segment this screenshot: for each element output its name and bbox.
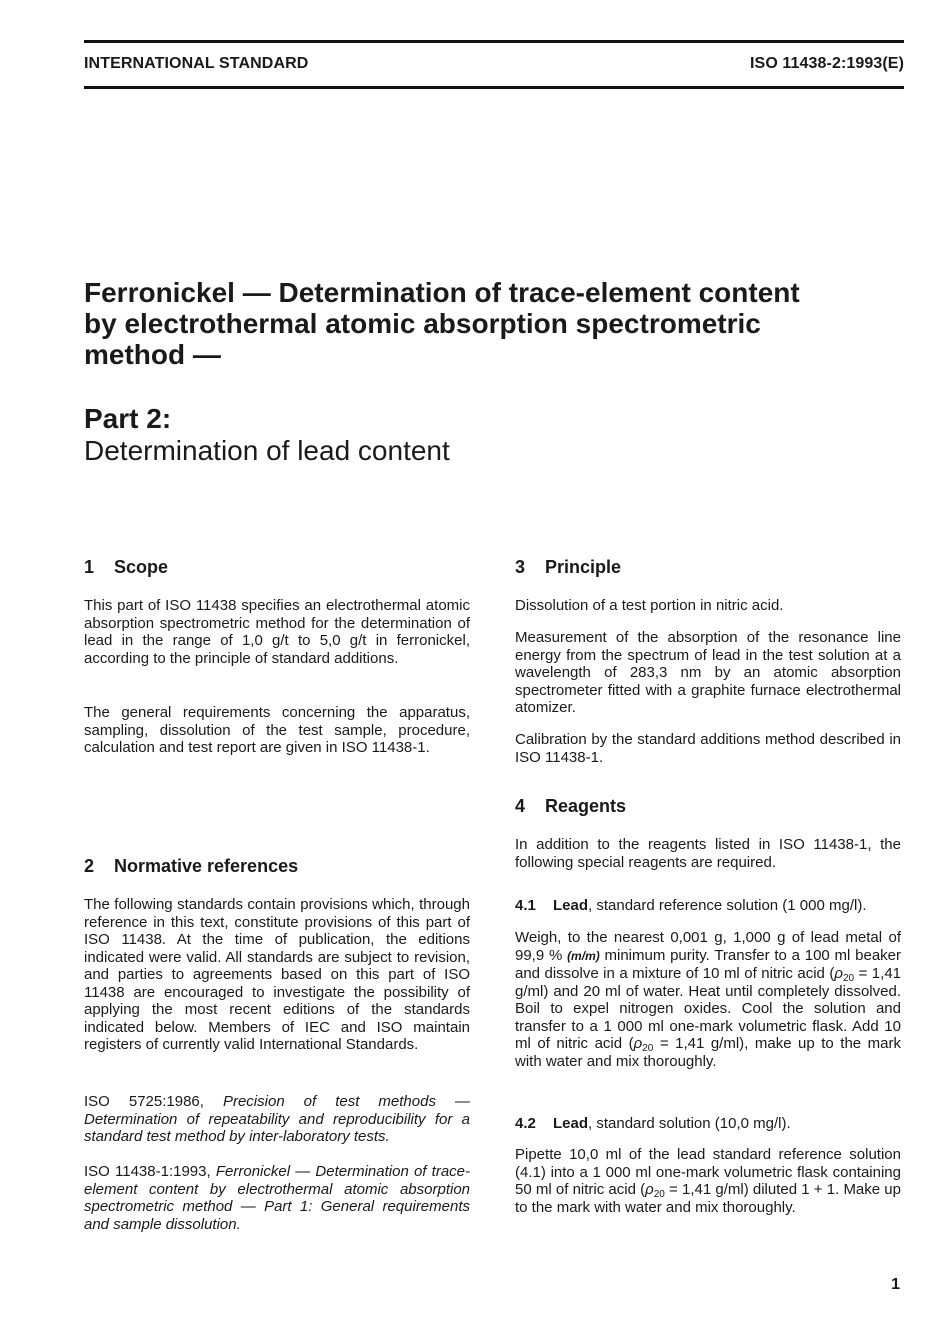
scope-paragraph-1: This part of ISO 11438 specifies an electrothermal atomic absorption spectrometric method for the determination of lead in the range of 1,0 g/t to 5,0 g/t in ferronickel, according to the principle of standard additions. [84, 597, 470, 667]
reagents-intro: In addition to the reagents listed in ISO 11438-1, the following special reagents are required. [515, 836, 901, 871]
normative-paragraph-1: The following standards contain provisions which, through reference in this text, constitute provisions of this part of ISO 11438. At the time of publication, the editions indicated were valid. All standards are subject to revision, and parties to agreements based on this part of ISO 11438 are encouraged to investigate the possibility of applying the most recent editions of the standards indicated below. Members of IEC and ISO maintain registers of currently valid International Standards. [84, 896, 470, 1053]
text-run: minimum purity. Transfer to a 100 ml beaker and dissolve in a mixture of 10 ml of nitric acid ( [515, 946, 901, 982]
part-title: Determination of lead content [84, 435, 450, 466]
reference-code: ISO 5725:1986, [84, 1093, 204, 1110]
density-symbol: ρ [645, 1181, 654, 1198]
section-title: Normative references [114, 856, 299, 876]
text-run: = 1,41 g/ml) diluted 1 + 1. Make up to the mark with water and mix thoroughly. [515, 1181, 901, 1216]
section-title: Reagents [545, 796, 627, 816]
density-subscript: 20 [842, 973, 855, 984]
header-top-rule [84, 40, 904, 43]
section-number: 3 [515, 557, 526, 577]
subclause-number: 4.1 [515, 897, 536, 914]
page-number: 1 [891, 1276, 900, 1293]
section-reagents-heading [515, 796, 626, 817]
mass-fraction-notation: (m/m) [567, 948, 600, 963]
normative-reference-iso-5725 [84, 1093, 470, 1146]
section-principle-heading [515, 557, 621, 578]
principle-paragraph-3: Calibration by the standard additions method described in ISO 11438-1. [515, 731, 901, 766]
reagent-description: , standard reference solution (1 000 mg/l). [588, 897, 867, 914]
document-type-label: INTERNATIONAL STANDARD [84, 55, 309, 72]
density-subscript: 20 [642, 1043, 654, 1054]
reagent-4-2-heading [515, 1115, 901, 1133]
reagent-name: Lead [553, 897, 589, 914]
section-title: Principle [545, 557, 622, 577]
title-line-2: by electrothermal atomic absorption spectrometric [84, 308, 761, 339]
section-number: 4 [515, 796, 526, 816]
scope-paragraph-2: The general requirements concerning the apparatus, sampling, dissolution of the test sample, procedure, calculation and test report are given in ISO 11438-1. [84, 704, 470, 756]
title-line-1: Ferronickel — Determination of trace-element content [84, 277, 800, 308]
density-subscript: 20 [653, 1189, 665, 1200]
standard-number: ISO 11438-2:1993(E) [750, 55, 904, 72]
section-number: 1 [84, 557, 95, 577]
part-label: Part 2: [84, 403, 172, 434]
text-run: Weigh, to the nearest 0,001 g, 1,000 g of lead metal of 99,9 % [515, 929, 901, 964]
section-number: 2 [84, 856, 95, 876]
reference-title: Ferronickel — Determination of trace-element content by electrothermal atomic absorption spectrometric method — Part 1: General requirements and sample dissolution. [84, 1163, 470, 1233]
title-line-3: method — [84, 339, 221, 370]
reagent-name: Lead [553, 1115, 589, 1132]
section-normative-heading [84, 856, 298, 877]
subclause-number: 4.2 [515, 1115, 536, 1132]
density-symbol: ρ [834, 965, 843, 982]
text-run: = 1,41 g/ml), make up to the mark with water and mix thoroughly. [515, 1035, 901, 1070]
reagent-4-1-body [515, 929, 901, 1070]
normative-reference-iso-11438-1 [84, 1163, 470, 1233]
reference-code: ISO 11438-1:1993, [84, 1163, 211, 1180]
reagent-description: , standard solution (10,0 mg/l). [588, 1115, 791, 1132]
text-run: Pipette 10,0 ml of the lead standard reference solution (4.1) into a 1 000 ml one-mark volumetric flask containing 50 ml of nitric acid ( [515, 1146, 901, 1198]
reagent-4-2-body [515, 1146, 901, 1216]
section-scope-heading [84, 557, 168, 578]
header-bottom-rule [84, 86, 904, 89]
reagent-4-1-heading [515, 897, 901, 915]
text-run: = 1,41 g/ml) and 20 ml of water. Heat until completely dissolved. Boil to expel nitrogen oxides. Cool the solution and transfer to a 1 000 ml one-mark volumetric flask. Add 10 ml of nitric acid ( [515, 965, 902, 1052]
document-title [84, 277, 884, 370]
reference-title: Precision of test methods — Determination of repeatability and reproducibility for a standard test method by inter-laboratory tests. [84, 1093, 470, 1145]
principle-paragraph-1: Dissolution of a test portion in nitric acid. [515, 597, 784, 614]
density-symbol: ρ [633, 1035, 643, 1052]
principle-paragraph-2: Measurement of the absorption of the resonance line energy from the spectrum of lead in the test solution at a wavelength of 283,3 nm by an atomic absorption spectrometer fitted with a graphite furnace electrothermal atomizer. [515, 629, 901, 716]
section-title: Scope [114, 557, 169, 577]
